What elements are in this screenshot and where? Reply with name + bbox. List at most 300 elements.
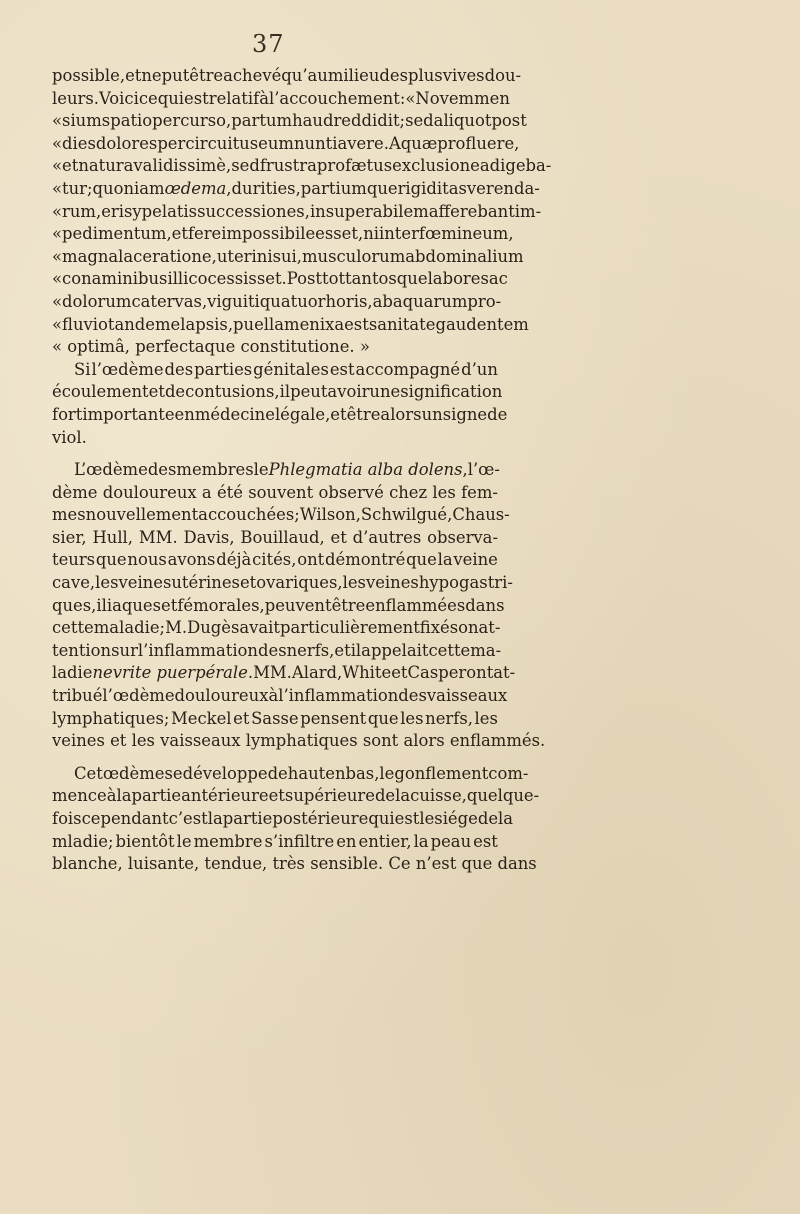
word: tention bbox=[52, 640, 112, 660]
word: être bbox=[346, 404, 381, 424]
word: de bbox=[164, 382, 186, 402]
word: l’œ- bbox=[467, 460, 500, 480]
word: cette bbox=[52, 618, 94, 638]
word: le bbox=[419, 809, 435, 828]
word: tur; bbox=[62, 178, 93, 198]
word: partiumque bbox=[300, 178, 398, 198]
word: « bbox=[52, 269, 63, 289]
word: pedimentum, bbox=[62, 224, 172, 244]
word: membres bbox=[176, 460, 254, 480]
word: très bbox=[272, 854, 311, 874]
text-line bbox=[52, 685, 508, 708]
word: ovariques, bbox=[256, 573, 343, 593]
word: peut bbox=[290, 382, 328, 402]
word: Bouillaud, bbox=[240, 527, 325, 547]
word: des bbox=[147, 460, 177, 480]
word: l’inflammation bbox=[278, 686, 399, 706]
word: elapsis, bbox=[170, 314, 234, 334]
word: dolores bbox=[95, 133, 158, 153]
word: et bbox=[233, 708, 250, 728]
word: qui bbox=[368, 809, 395, 828]
word: « bbox=[52, 201, 63, 221]
word: cessisset. bbox=[207, 269, 287, 289]
word: accompagné bbox=[355, 359, 461, 379]
word: Hull, bbox=[92, 527, 134, 547]
word: l’œdème bbox=[91, 359, 164, 379]
word: dolorum bbox=[62, 291, 132, 311]
word: fort bbox=[52, 404, 83, 424]
word: constitutione. bbox=[240, 337, 360, 357]
word: Cet bbox=[74, 763, 103, 783]
word: enflammés. bbox=[449, 731, 546, 751]
word: sur bbox=[111, 640, 138, 660]
word: et bbox=[62, 156, 79, 176]
text-line bbox=[52, 527, 498, 550]
word: avait bbox=[239, 618, 281, 638]
word: et bbox=[171, 224, 188, 244]
word: la bbox=[116, 786, 132, 806]
word: M. bbox=[165, 618, 188, 638]
word: luisante, bbox=[127, 854, 205, 874]
word: membre bbox=[193, 831, 263, 851]
word: Sasse bbox=[251, 708, 299, 728]
word: ac bbox=[488, 269, 508, 289]
word: insuperabilem bbox=[309, 201, 429, 221]
word: hypogastri- bbox=[418, 573, 513, 593]
word: eum bbox=[258, 133, 294, 153]
word: Davis, bbox=[183, 527, 235, 547]
word: tot bbox=[321, 269, 346, 289]
word: at- bbox=[493, 663, 516, 683]
word: sont bbox=[362, 731, 404, 751]
word: veines bbox=[118, 573, 172, 593]
word: MM. bbox=[138, 527, 178, 547]
word: verenda- bbox=[466, 178, 540, 198]
text-line bbox=[52, 201, 542, 224]
word: des bbox=[379, 66, 409, 85]
word: génitales bbox=[253, 359, 329, 379]
word: chez bbox=[389, 482, 428, 502]
word: mladie; bbox=[52, 831, 114, 851]
text-line bbox=[52, 246, 524, 269]
word: peau bbox=[430, 831, 472, 851]
word: iliaques bbox=[96, 595, 162, 615]
word: per bbox=[157, 133, 186, 153]
text-line bbox=[52, 808, 514, 831]
word: veines bbox=[52, 731, 111, 751]
word: sier, bbox=[52, 527, 87, 547]
word: ques, bbox=[52, 595, 97, 615]
word: entier, bbox=[358, 831, 412, 851]
word: rigiditas bbox=[397, 178, 467, 198]
word: com- bbox=[488, 763, 529, 783]
word: enflammées bbox=[365, 595, 466, 615]
word: de bbox=[487, 404, 508, 424]
word: n’est bbox=[415, 854, 462, 874]
word: blanche, bbox=[52, 854, 128, 874]
word: Meckel bbox=[171, 708, 232, 728]
word: les bbox=[342, 573, 366, 593]
word: de bbox=[477, 809, 499, 828]
word: abdominalium bbox=[405, 246, 524, 266]
word: des bbox=[164, 359, 194, 379]
word: Aquæ bbox=[388, 133, 438, 153]
text-line bbox=[52, 291, 502, 314]
word: spatio bbox=[101, 111, 153, 131]
word: laceratione, bbox=[118, 246, 217, 266]
word: légale, bbox=[274, 404, 331, 424]
word: partie bbox=[222, 809, 273, 828]
word: impossibile bbox=[221, 224, 316, 244]
word: dies bbox=[62, 133, 96, 153]
word: pensent bbox=[300, 708, 367, 728]
text-line bbox=[52, 595, 505, 618]
word: partie bbox=[131, 786, 182, 806]
word: contusions, bbox=[185, 382, 280, 402]
word: avons bbox=[167, 550, 216, 570]
word: avoir bbox=[327, 382, 370, 402]
word: interfœmineum, bbox=[379, 224, 514, 244]
word: Wilson, bbox=[299, 505, 361, 525]
word: œdème bbox=[102, 763, 165, 783]
word: nisui, bbox=[256, 246, 302, 266]
word: « bbox=[52, 178, 63, 198]
word: appelait bbox=[361, 640, 429, 660]
word: que bbox=[406, 550, 437, 570]
word: viguiti bbox=[207, 291, 260, 311]
word: fem- bbox=[461, 482, 498, 502]
word: déjà bbox=[216, 550, 252, 570]
page-number: 37 bbox=[252, 30, 285, 58]
word: rum, bbox=[62, 201, 102, 221]
word: ont bbox=[297, 550, 325, 570]
word: uteri bbox=[216, 246, 257, 266]
word: cités, bbox=[252, 550, 297, 570]
word: nuntiavere. bbox=[293, 133, 389, 153]
word: reddidit; bbox=[333, 111, 406, 131]
word: quelque- bbox=[466, 786, 540, 806]
word: l’inflammation bbox=[137, 640, 258, 660]
word: à bbox=[268, 686, 279, 706]
word: médecine bbox=[194, 404, 275, 424]
word: « bbox=[52, 156, 63, 176]
word: haud bbox=[292, 111, 334, 131]
text-line bbox=[52, 223, 514, 246]
text-line bbox=[52, 178, 540, 201]
word: dans bbox=[497, 854, 537, 874]
word: veines bbox=[365, 573, 419, 593]
word: partum bbox=[231, 111, 293, 131]
word: que bbox=[461, 854, 498, 874]
word: utérines bbox=[171, 573, 240, 593]
word: quatuor bbox=[259, 291, 326, 311]
word: dème bbox=[52, 482, 98, 502]
word: percurso, bbox=[152, 111, 232, 131]
word: parties bbox=[194, 359, 253, 379]
word: est bbox=[184, 88, 209, 108]
word: cave, bbox=[52, 573, 96, 593]
word: vives bbox=[442, 66, 485, 85]
word: : bbox=[399, 88, 406, 108]
word: achevé bbox=[223, 66, 282, 85]
word: particulièrement bbox=[280, 618, 420, 638]
paragraph-gap bbox=[52, 753, 498, 763]
word: la bbox=[437, 550, 453, 570]
word: et bbox=[268, 786, 285, 806]
word: signe bbox=[442, 404, 488, 424]
word: dou- bbox=[484, 66, 522, 85]
word: un bbox=[421, 404, 443, 424]
word: tantosque bbox=[345, 269, 428, 289]
word: est bbox=[344, 314, 369, 334]
word: et bbox=[330, 404, 347, 424]
word: puellam bbox=[233, 314, 300, 334]
word: être bbox=[189, 66, 224, 85]
word: la bbox=[395, 786, 411, 806]
word: enixa bbox=[299, 314, 345, 334]
word: accouchées; bbox=[198, 505, 300, 525]
text-line bbox=[52, 853, 537, 876]
word: en bbox=[336, 831, 357, 851]
word: catervas, bbox=[131, 291, 208, 311]
word: haut bbox=[287, 763, 326, 783]
word: Alard, bbox=[291, 663, 343, 683]
word: sed bbox=[405, 111, 434, 131]
word: de bbox=[374, 786, 396, 806]
word: relatif bbox=[208, 88, 260, 108]
word: les bbox=[400, 708, 424, 728]
word: postérieure bbox=[272, 809, 369, 828]
word: exclusione bbox=[392, 156, 480, 176]
word: de bbox=[267, 763, 288, 783]
paragraph bbox=[52, 359, 508, 449]
text-line bbox=[52, 110, 527, 133]
word: lymphatiques bbox=[245, 731, 363, 751]
text-line bbox=[52, 155, 552, 178]
word: que bbox=[95, 550, 127, 570]
body-text bbox=[52, 65, 552, 876]
word: et bbox=[239, 573, 257, 593]
word: douloureux bbox=[174, 686, 269, 706]
paragraph-gap bbox=[52, 449, 498, 459]
word: Casper bbox=[407, 663, 467, 683]
word: Si bbox=[74, 359, 91, 379]
word: est bbox=[394, 809, 420, 828]
word: at- bbox=[478, 618, 501, 638]
text-line bbox=[52, 785, 540, 808]
word: le bbox=[379, 763, 395, 783]
word: plus bbox=[408, 66, 443, 85]
word: « bbox=[52, 314, 63, 334]
word: la bbox=[413, 831, 429, 851]
paragraph bbox=[52, 65, 552, 359]
word: « bbox=[52, 111, 63, 131]
word: Voici bbox=[98, 88, 139, 108]
word: se bbox=[164, 763, 183, 783]
word: cette bbox=[428, 640, 471, 660]
word: esset, bbox=[315, 224, 364, 244]
word: aliquot bbox=[433, 111, 492, 131]
word: a bbox=[201, 482, 212, 502]
word: tendue, bbox=[204, 854, 273, 874]
text-line bbox=[52, 88, 510, 111]
text-line bbox=[52, 640, 502, 663]
word: il bbox=[279, 382, 291, 402]
word: sanitate bbox=[368, 314, 436, 334]
word: en bbox=[325, 763, 346, 783]
word: son bbox=[449, 618, 479, 638]
word: antérieure bbox=[181, 786, 269, 806]
word: observa- bbox=[427, 527, 498, 547]
word: pro- bbox=[467, 291, 502, 311]
word: « bbox=[52, 224, 63, 244]
word: gonflement bbox=[394, 763, 489, 783]
word: ce bbox=[138, 88, 158, 108]
word: à bbox=[106, 786, 117, 806]
word: sensible. bbox=[310, 854, 389, 874]
word: fixé bbox=[419, 618, 450, 638]
word: signification bbox=[400, 382, 503, 402]
word: maladie; bbox=[93, 618, 166, 638]
word: leurs. bbox=[52, 88, 99, 108]
word: « bbox=[52, 246, 63, 266]
word: durities, bbox=[231, 178, 301, 198]
text-line bbox=[52, 381, 503, 404]
word: nevrite puerpérale. bbox=[92, 663, 254, 683]
word: s’infiltre bbox=[264, 831, 335, 851]
word: labores bbox=[427, 269, 489, 289]
word: nerfs, bbox=[425, 708, 473, 728]
word: perfectaque bbox=[135, 337, 241, 357]
word: afferebant bbox=[428, 201, 515, 221]
word: validissimè, bbox=[133, 156, 232, 176]
word: et bbox=[148, 382, 165, 402]
word: des bbox=[398, 686, 427, 706]
word: Ce bbox=[388, 854, 416, 874]
word: viol. bbox=[52, 427, 87, 447]
word: possible, bbox=[52, 66, 126, 85]
word: conaminibus bbox=[62, 269, 168, 289]
word: im- bbox=[514, 201, 542, 221]
word: milieu bbox=[327, 66, 380, 85]
word: veine bbox=[453, 550, 498, 570]
word: les bbox=[432, 482, 456, 502]
word: « bbox=[52, 337, 68, 357]
word: tribué bbox=[52, 686, 103, 706]
word: men bbox=[474, 88, 510, 108]
word: frustra bbox=[259, 156, 317, 176]
word: cuisse, bbox=[410, 786, 467, 806]
word: fois bbox=[52, 809, 82, 828]
word: Novem bbox=[415, 88, 475, 108]
word: nouvellement bbox=[85, 505, 199, 525]
paragraph bbox=[52, 763, 540, 876]
word: à bbox=[259, 88, 269, 108]
word: et bbox=[330, 527, 347, 547]
word: Post bbox=[286, 269, 322, 289]
word: optimâ, bbox=[67, 337, 136, 357]
word: et bbox=[391, 663, 408, 683]
word: dans bbox=[465, 595, 505, 615]
word: est bbox=[473, 831, 498, 851]
word: supérieure bbox=[284, 786, 375, 806]
word: les bbox=[95, 573, 119, 593]
word: douloureux bbox=[102, 482, 197, 502]
word: il bbox=[350, 640, 362, 660]
word: une bbox=[369, 382, 401, 402]
word: natura bbox=[78, 156, 134, 176]
word: Schwilgué, bbox=[360, 505, 453, 525]
text-line bbox=[52, 730, 546, 753]
word: observé bbox=[318, 482, 384, 502]
word: écoulement bbox=[52, 382, 149, 402]
word: alors bbox=[380, 404, 422, 424]
word: mence bbox=[52, 786, 107, 806]
word: être bbox=[331, 595, 366, 615]
word: et bbox=[125, 66, 142, 85]
text-line bbox=[52, 336, 498, 359]
word: » bbox=[359, 337, 370, 357]
word: vaisseaux bbox=[426, 686, 508, 706]
word: la bbox=[207, 809, 223, 828]
word: bas, bbox=[345, 763, 380, 783]
word: adigeba- bbox=[479, 156, 552, 176]
word: ni bbox=[363, 224, 379, 244]
word: magna bbox=[62, 246, 119, 266]
word: gaudentem bbox=[435, 314, 529, 334]
word: profluere, bbox=[437, 133, 520, 153]
word: Dugès bbox=[187, 618, 240, 638]
text-line bbox=[52, 549, 498, 572]
word: « bbox=[52, 291, 63, 311]
word: l’œdème bbox=[102, 686, 175, 706]
text-line bbox=[52, 763, 529, 786]
word: ladie bbox=[52, 663, 93, 683]
word: d’un bbox=[461, 359, 498, 379]
word: fémorales, bbox=[177, 595, 265, 615]
word: les bbox=[131, 731, 161, 751]
text-line bbox=[52, 359, 498, 382]
word: bientôt bbox=[115, 831, 175, 851]
word: et bbox=[334, 640, 351, 660]
word: ont bbox=[466, 663, 494, 683]
word: et bbox=[110, 731, 132, 751]
word: œdema, bbox=[164, 178, 232, 198]
word: et bbox=[161, 595, 178, 615]
word: qu’au bbox=[281, 66, 328, 85]
word: ab bbox=[372, 291, 393, 311]
word: illico bbox=[167, 269, 208, 289]
word: L’œdème bbox=[74, 460, 148, 480]
word: musculorum bbox=[301, 246, 406, 266]
word: siége bbox=[434, 809, 478, 828]
text-line bbox=[52, 482, 498, 505]
word: tandem bbox=[107, 314, 171, 334]
text-line bbox=[52, 459, 498, 482]
text-line bbox=[52, 504, 510, 527]
text-line bbox=[52, 572, 513, 595]
text-line bbox=[52, 617, 501, 640]
word: « bbox=[405, 88, 416, 108]
text-line bbox=[52, 831, 498, 854]
word: l’accouchement bbox=[268, 88, 400, 108]
text-line bbox=[52, 314, 529, 337]
word: White bbox=[342, 663, 392, 683]
word: développe bbox=[182, 763, 268, 783]
word: Chaus- bbox=[452, 505, 510, 525]
word: peuvent bbox=[264, 595, 332, 615]
word: la bbox=[498, 809, 514, 828]
